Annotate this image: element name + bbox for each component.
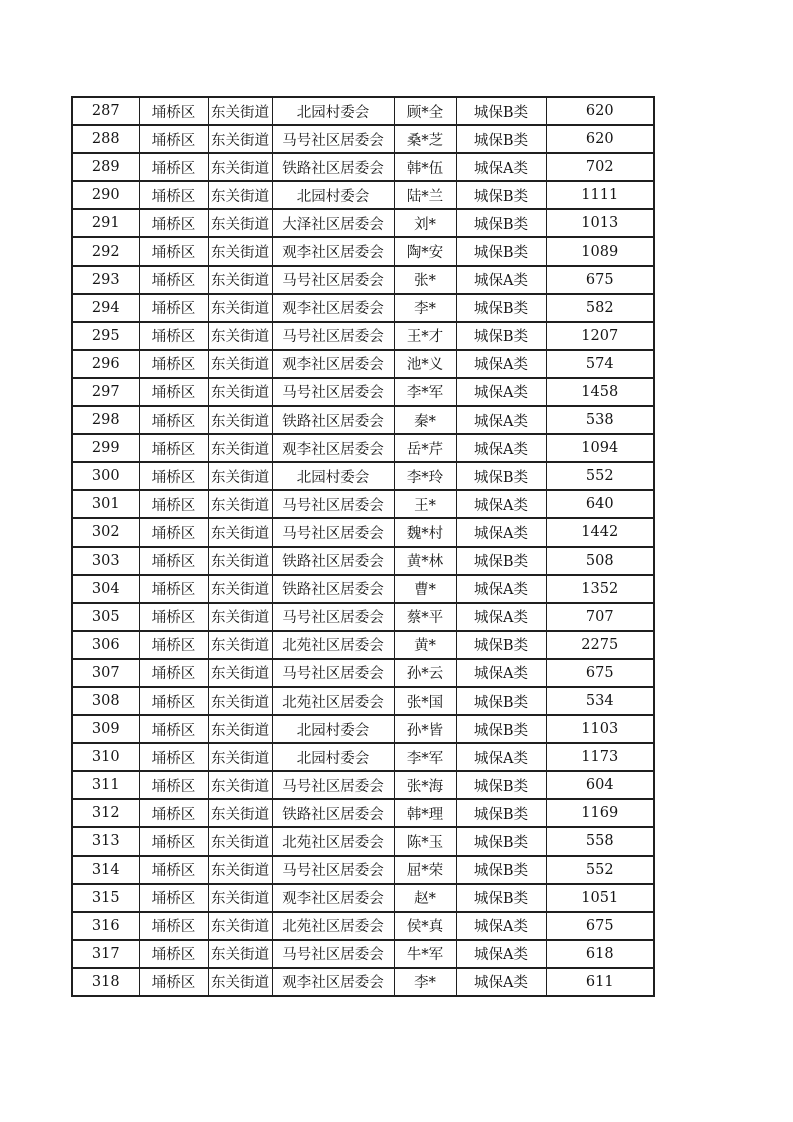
name-cell: 李*	[394, 294, 456, 322]
seq-cell: 302	[72, 518, 139, 546]
category-cell: 城保B类	[456, 771, 546, 799]
table-row	[72, 294, 654, 322]
name-cell: 李*军	[394, 378, 456, 406]
table-row	[72, 462, 654, 490]
category-cell: 城保A类	[456, 968, 546, 996]
district-cell: 埇桥区	[139, 490, 208, 518]
category-cell: 城保B类	[456, 547, 546, 575]
street-cell: 东关街道	[208, 631, 272, 659]
seq-cell: 289	[72, 153, 139, 181]
seq-cell: 314	[72, 856, 139, 884]
name-cell: 孙*皆	[394, 715, 456, 743]
name-cell: 李*军	[394, 743, 456, 771]
committee-cell: 马号社区居委会	[272, 322, 394, 350]
table-row	[72, 856, 654, 884]
category-cell: 城保B类	[456, 827, 546, 855]
name-cell: 桑*芝	[394, 125, 456, 153]
committee-cell: 马号社区居委会	[272, 490, 394, 518]
table-row	[72, 266, 654, 294]
category-cell: 城保B类	[456, 884, 546, 912]
category-cell: 城保A类	[456, 940, 546, 968]
street-cell: 东关街道	[208, 771, 272, 799]
table-row	[72, 884, 654, 912]
category-cell: 城保B类	[456, 687, 546, 715]
table-row	[72, 209, 654, 237]
seq-cell: 310	[72, 743, 139, 771]
street-cell: 东关街道	[208, 856, 272, 884]
table-row	[72, 968, 654, 996]
committee-cell: 铁路社区居委会	[272, 799, 394, 827]
district-cell: 埇桥区	[139, 631, 208, 659]
table-row	[72, 715, 654, 743]
category-cell: 城保B类	[456, 715, 546, 743]
district-cell: 埇桥区	[139, 743, 208, 771]
seq-cell: 318	[72, 968, 139, 996]
table-row	[72, 97, 654, 125]
street-cell: 东关街道	[208, 940, 272, 968]
street-cell: 东关街道	[208, 266, 272, 294]
category-cell: 城保A类	[456, 912, 546, 940]
committee-cell: 北苑社区居委会	[272, 827, 394, 855]
name-cell: 李*	[394, 968, 456, 996]
name-cell: 孙*云	[394, 659, 456, 687]
committee-cell: 马号社区居委会	[272, 266, 394, 294]
district-cell: 埇桥区	[139, 827, 208, 855]
name-cell: 王*	[394, 490, 456, 518]
committee-cell: 观李社区居委会	[272, 237, 394, 265]
category-cell: 城保B类	[456, 209, 546, 237]
street-cell: 东关街道	[208, 294, 272, 322]
roster-table	[71, 96, 655, 997]
name-cell: 池*义	[394, 350, 456, 378]
table-row	[72, 153, 654, 181]
committee-cell: 北苑社区居委会	[272, 912, 394, 940]
category-cell: 城保B类	[456, 322, 546, 350]
category-cell: 城保A类	[456, 490, 546, 518]
committee-cell: 观李社区居委会	[272, 968, 394, 996]
name-cell: 陈*玉	[394, 827, 456, 855]
committee-cell: 马号社区居委会	[272, 940, 394, 968]
category-cell: 城保B类	[456, 799, 546, 827]
district-cell: 埇桥区	[139, 322, 208, 350]
committee-cell: 马号社区居委会	[272, 771, 394, 799]
table-row	[72, 912, 654, 940]
district-cell: 埇桥区	[139, 659, 208, 687]
category-cell: 城保A类	[456, 743, 546, 771]
table-row	[72, 799, 654, 827]
committee-cell: 铁路社区居委会	[272, 153, 394, 181]
table-row	[72, 406, 654, 434]
committee-cell: 观李社区居委会	[272, 294, 394, 322]
amount-cell: 1442	[546, 518, 654, 546]
street-cell: 东关街道	[208, 350, 272, 378]
amount-cell: 1352	[546, 575, 654, 603]
seq-cell: 303	[72, 547, 139, 575]
district-cell: 埇桥区	[139, 209, 208, 237]
name-cell: 王*才	[394, 322, 456, 350]
category-cell: 城保A类	[456, 434, 546, 462]
amount-cell: 1051	[546, 884, 654, 912]
committee-cell: 北园村委会	[272, 181, 394, 209]
street-cell: 东关街道	[208, 462, 272, 490]
amount-cell: 574	[546, 350, 654, 378]
seq-cell: 316	[72, 912, 139, 940]
seq-cell: 300	[72, 462, 139, 490]
name-cell: 岳*芹	[394, 434, 456, 462]
street-cell: 东关街道	[208, 968, 272, 996]
amount-cell: 552	[546, 462, 654, 490]
amount-cell: 1173	[546, 743, 654, 771]
committee-cell: 马号社区居委会	[272, 125, 394, 153]
table-row	[72, 603, 654, 631]
street-cell: 东关街道	[208, 125, 272, 153]
amount-cell: 2275	[546, 631, 654, 659]
name-cell: 张*海	[394, 771, 456, 799]
amount-cell: 552	[546, 856, 654, 884]
amount-cell: 1094	[546, 434, 654, 462]
street-cell: 东关街道	[208, 912, 272, 940]
name-cell: 牛*军	[394, 940, 456, 968]
table-row	[72, 771, 654, 799]
district-cell: 埇桥区	[139, 378, 208, 406]
name-cell: 黄*	[394, 631, 456, 659]
street-cell: 东关街道	[208, 322, 272, 350]
district-cell: 埇桥区	[139, 406, 208, 434]
street-cell: 东关街道	[208, 378, 272, 406]
category-cell: 城保B类	[456, 125, 546, 153]
seq-cell: 298	[72, 406, 139, 434]
table-row	[72, 687, 654, 715]
category-cell: 城保B类	[456, 631, 546, 659]
district-cell: 埇桥区	[139, 940, 208, 968]
amount-cell: 618	[546, 940, 654, 968]
committee-cell: 铁路社区居委会	[272, 406, 394, 434]
committee-cell: 马号社区居委会	[272, 378, 394, 406]
table-row	[72, 350, 654, 378]
amount-cell: 675	[546, 659, 654, 687]
amount-cell: 702	[546, 153, 654, 181]
name-cell: 屈*荣	[394, 856, 456, 884]
table-row	[72, 659, 654, 687]
committee-cell: 北苑社区居委会	[272, 687, 394, 715]
seq-cell: 288	[72, 125, 139, 153]
committee-cell: 北园村委会	[272, 462, 394, 490]
amount-cell: 582	[546, 294, 654, 322]
committee-cell: 观李社区居委会	[272, 434, 394, 462]
committee-cell: 北园村委会	[272, 743, 394, 771]
seq-cell: 294	[72, 294, 139, 322]
committee-cell: 铁路社区居委会	[272, 547, 394, 575]
amount-cell: 604	[546, 771, 654, 799]
district-cell: 埇桥区	[139, 266, 208, 294]
name-cell: 李*玲	[394, 462, 456, 490]
table-row	[72, 631, 654, 659]
seq-cell: 315	[72, 884, 139, 912]
amount-cell: 534	[546, 687, 654, 715]
category-cell: 城保B类	[456, 97, 546, 125]
district-cell: 埇桥区	[139, 687, 208, 715]
category-cell: 城保A类	[456, 378, 546, 406]
district-cell: 埇桥区	[139, 125, 208, 153]
seq-cell: 309	[72, 715, 139, 743]
seq-cell: 290	[72, 181, 139, 209]
district-cell: 埇桥区	[139, 97, 208, 125]
district-cell: 埇桥区	[139, 462, 208, 490]
name-cell: 刘*	[394, 209, 456, 237]
street-cell: 东关街道	[208, 603, 272, 631]
name-cell: 陶*安	[394, 237, 456, 265]
name-cell: 秦*	[394, 406, 456, 434]
name-cell: 韩*理	[394, 799, 456, 827]
district-cell: 埇桥区	[139, 575, 208, 603]
seq-cell: 292	[72, 237, 139, 265]
name-cell: 张*	[394, 266, 456, 294]
name-cell: 侯*真	[394, 912, 456, 940]
seq-cell: 291	[72, 209, 139, 237]
district-cell: 埇桥区	[139, 294, 208, 322]
category-cell: 城保B类	[456, 294, 546, 322]
table-row	[72, 827, 654, 855]
amount-cell: 675	[546, 912, 654, 940]
seq-cell: 305	[72, 603, 139, 631]
seq-cell: 312	[72, 799, 139, 827]
district-cell: 埇桥区	[139, 181, 208, 209]
street-cell: 东关街道	[208, 687, 272, 715]
table-row	[72, 575, 654, 603]
category-cell: 城保A类	[456, 603, 546, 631]
seq-cell: 296	[72, 350, 139, 378]
seq-cell: 304	[72, 575, 139, 603]
amount-cell: 707	[546, 603, 654, 631]
seq-cell: 317	[72, 940, 139, 968]
category-cell: 城保A类	[456, 659, 546, 687]
name-cell: 曹*	[394, 575, 456, 603]
amount-cell: 1103	[546, 715, 654, 743]
street-cell: 东关街道	[208, 406, 272, 434]
street-cell: 东关街道	[208, 799, 272, 827]
category-cell: 城保A类	[456, 406, 546, 434]
seq-cell: 313	[72, 827, 139, 855]
category-cell: 城保A类	[456, 266, 546, 294]
district-cell: 埇桥区	[139, 434, 208, 462]
amount-cell: 640	[546, 490, 654, 518]
amount-cell: 1169	[546, 799, 654, 827]
street-cell: 东关街道	[208, 659, 272, 687]
district-cell: 埇桥区	[139, 237, 208, 265]
seq-cell: 308	[72, 687, 139, 715]
seq-cell: 311	[72, 771, 139, 799]
seq-cell: 295	[72, 322, 139, 350]
name-cell: 陆*兰	[394, 181, 456, 209]
district-cell: 埇桥区	[139, 771, 208, 799]
street-cell: 东关街道	[208, 181, 272, 209]
amount-cell: 1013	[546, 209, 654, 237]
committee-cell: 北苑社区居委会	[272, 631, 394, 659]
street-cell: 东关街道	[208, 884, 272, 912]
street-cell: 东关街道	[208, 827, 272, 855]
seq-cell: 306	[72, 631, 139, 659]
seq-cell: 293	[72, 266, 139, 294]
street-cell: 东关街道	[208, 209, 272, 237]
table-row	[72, 378, 654, 406]
district-cell: 埇桥区	[139, 547, 208, 575]
street-cell: 东关街道	[208, 715, 272, 743]
committee-cell: 北园村委会	[272, 715, 394, 743]
amount-cell: 558	[546, 827, 654, 855]
name-cell: 顾*全	[394, 97, 456, 125]
category-cell: 城保A类	[456, 575, 546, 603]
street-cell: 东关街道	[208, 237, 272, 265]
district-cell: 埇桥区	[139, 603, 208, 631]
committee-cell: 马号社区居委会	[272, 603, 394, 631]
name-cell: 张*国	[394, 687, 456, 715]
street-cell: 东关街道	[208, 434, 272, 462]
table-row	[72, 237, 654, 265]
street-cell: 东关街道	[208, 490, 272, 518]
name-cell: 赵*	[394, 884, 456, 912]
table-row	[72, 743, 654, 771]
category-cell: 城保B类	[456, 181, 546, 209]
amount-cell: 611	[546, 968, 654, 996]
seq-cell: 297	[72, 378, 139, 406]
table-row	[72, 518, 654, 546]
committee-cell: 观李社区居委会	[272, 350, 394, 378]
district-cell: 埇桥区	[139, 884, 208, 912]
street-cell: 东关街道	[208, 97, 272, 125]
district-cell: 埇桥区	[139, 912, 208, 940]
name-cell: 韩*伍	[394, 153, 456, 181]
category-cell: 城保B类	[456, 462, 546, 490]
category-cell: 城保B类	[456, 856, 546, 884]
table-row	[72, 490, 654, 518]
street-cell: 东关街道	[208, 518, 272, 546]
committee-cell: 铁路社区居委会	[272, 575, 394, 603]
table-row	[72, 434, 654, 462]
committee-cell: 观李社区居委会	[272, 884, 394, 912]
district-cell: 埇桥区	[139, 350, 208, 378]
street-cell: 东关街道	[208, 575, 272, 603]
seq-cell: 287	[72, 97, 139, 125]
amount-cell: 1089	[546, 237, 654, 265]
seq-cell: 307	[72, 659, 139, 687]
name-cell: 魏*村	[394, 518, 456, 546]
amount-cell: 1207	[546, 322, 654, 350]
street-cell: 东关街道	[208, 153, 272, 181]
district-cell: 埇桥区	[139, 715, 208, 743]
committee-cell: 大泽社区居委会	[272, 209, 394, 237]
category-cell: 城保A类	[456, 518, 546, 546]
district-cell: 埇桥区	[139, 518, 208, 546]
name-cell: 蔡*平	[394, 603, 456, 631]
roster-table-body	[72, 97, 654, 996]
table-row	[72, 125, 654, 153]
committee-cell: 马号社区居委会	[272, 856, 394, 884]
seq-cell: 301	[72, 490, 139, 518]
table-row	[72, 547, 654, 575]
table-row	[72, 322, 654, 350]
street-cell: 东关街道	[208, 743, 272, 771]
amount-cell: 620	[546, 125, 654, 153]
committee-cell: 马号社区居委会	[272, 659, 394, 687]
amount-cell: 1111	[546, 181, 654, 209]
committee-cell: 北园村委会	[272, 97, 394, 125]
table-row	[72, 940, 654, 968]
district-cell: 埇桥区	[139, 153, 208, 181]
category-cell: 城保B类	[456, 237, 546, 265]
seq-cell: 299	[72, 434, 139, 462]
amount-cell: 1458	[546, 378, 654, 406]
district-cell: 埇桥区	[139, 799, 208, 827]
category-cell: 城保A类	[456, 153, 546, 181]
amount-cell: 620	[546, 97, 654, 125]
amount-cell: 675	[546, 266, 654, 294]
amount-cell: 538	[546, 406, 654, 434]
table-row	[72, 181, 654, 209]
district-cell: 埇桥区	[139, 856, 208, 884]
committee-cell: 马号社区居委会	[272, 518, 394, 546]
street-cell: 东关街道	[208, 547, 272, 575]
amount-cell: 508	[546, 547, 654, 575]
name-cell: 黄*林	[394, 547, 456, 575]
district-cell: 埇桥区	[139, 968, 208, 996]
category-cell: 城保A类	[456, 350, 546, 378]
